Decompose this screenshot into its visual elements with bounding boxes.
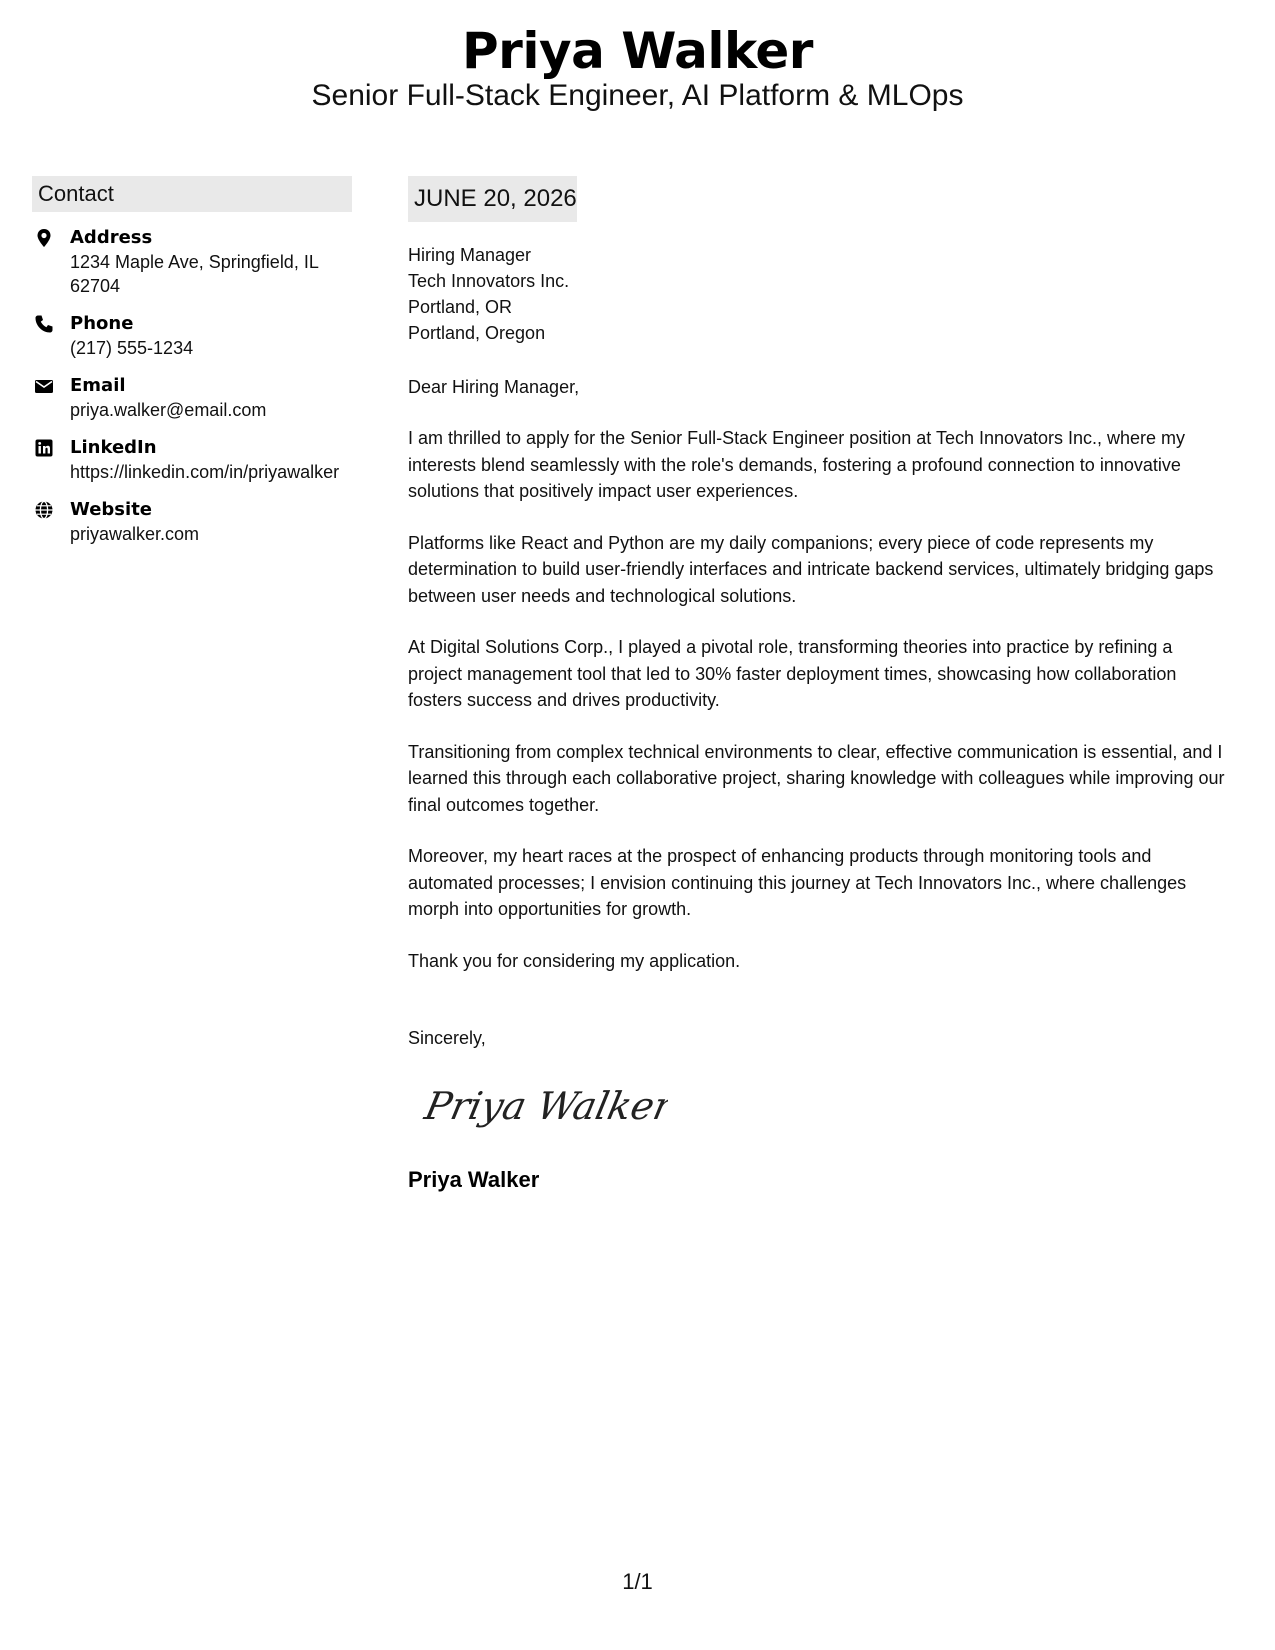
envelope-icon <box>34 376 54 396</box>
salutation: Dear Hiring Manager, <box>408 377 580 397</box>
phone-value: (217) 555-1234 <box>70 338 194 358</box>
recipient-line: Portland, Oregon <box>408 323 546 343</box>
website-link[interactable]: priyawalker.com <box>70 524 200 544</box>
contact-label: Address <box>70 227 153 248</box>
contact-label: Email <box>70 375 126 396</box>
recipient-line: Portland, OR <box>408 297 513 317</box>
recipient-line: Hiring Manager <box>408 245 532 265</box>
body-paragraph: Thank you for considering my application. <box>408 950 741 971</box>
globe-icon <box>34 500 54 520</box>
handwritten-signature <box>418 1077 668 1137</box>
contact-label: LinkedIn <box>70 437 157 458</box>
recipient-line: Tech Innovators Inc. <box>408 271 570 291</box>
body-paragraph: Transitioning from complex technical environments to clear, effective communication is essential, and I learned this through each collaborative project, sharing knowledge with colleagues while improving our final outcomes together. <box>408 741 1225 815</box>
contact-item-phone <box>32 312 352 360</box>
body-paragraph: Moreover, my heart races at the prospect of enhancing products through monitoring tools and automated processes; I envision continuing this journey at Tech Innovators Inc., where challenges morph into opportunities for growth. <box>408 846 1187 919</box>
body-paragraph: At Digital Solutions Corp., I played a pivotal role, transforming theories into practice by refining a project management tool that led to 30% faster deployment times, showcasing how collaboration fosters success and drives productivity. <box>408 637 1177 710</box>
applicant-title: Senior Full-Stack Engineer, AI Platform & MLOps <box>311 79 964 112</box>
closing: Sincerely, <box>408 1028 486 1048</box>
recipient-block <box>408 242 1228 346</box>
map-pin-icon <box>34 228 54 248</box>
address-value: 1234 Maple Ave, Springfield, IL 62704 <box>70 252 319 296</box>
contact-item-website <box>32 498 352 546</box>
linkedin-link[interactable]: https://linkedin.com/in/priyawalker <box>70 462 340 482</box>
page-number: 1/1 <box>622 1569 653 1594</box>
contact-list <box>32 226 352 546</box>
contact-item-linkedin <box>32 436 352 484</box>
body-paragraph: I am thrilled to apply for the Senior Full-Stack Engineer position at Tech Innovators Inc., where my interests blend seamlessly with the role's demands, fostering a profound connection to innovative solutions that positively impact user experiences. <box>408 428 1186 501</box>
resume-header <box>0 20 1275 114</box>
contact-item-address <box>32 226 352 298</box>
contact-heading: Contact <box>32 176 352 212</box>
body-paragraph: Platforms like React and Python are my daily companions; every piece of code represents my determination to build user-friendly interfaces and intricate backend services, ultimately bridging gaps between user needs and technological solutions. <box>408 532 1214 606</box>
applicant-name: Priya Walker <box>462 22 813 80</box>
email-link[interactable]: priya.walker@email.com <box>70 400 267 420</box>
contact-item-email <box>32 374 352 422</box>
contact-label: Website <box>70 499 153 520</box>
phone-icon <box>34 314 54 334</box>
signed-name: Priya Walker <box>408 1167 540 1192</box>
letter-date: JUNE 20, 2026 <box>408 176 577 222</box>
svg-text:Priya Walker: Priya Walker <box>420 1084 668 1129</box>
cover-letter <box>408 176 1228 1194</box>
linkedin-icon <box>34 438 54 458</box>
contact-label: Phone <box>70 313 134 334</box>
contact-sidebar <box>32 176 352 560</box>
